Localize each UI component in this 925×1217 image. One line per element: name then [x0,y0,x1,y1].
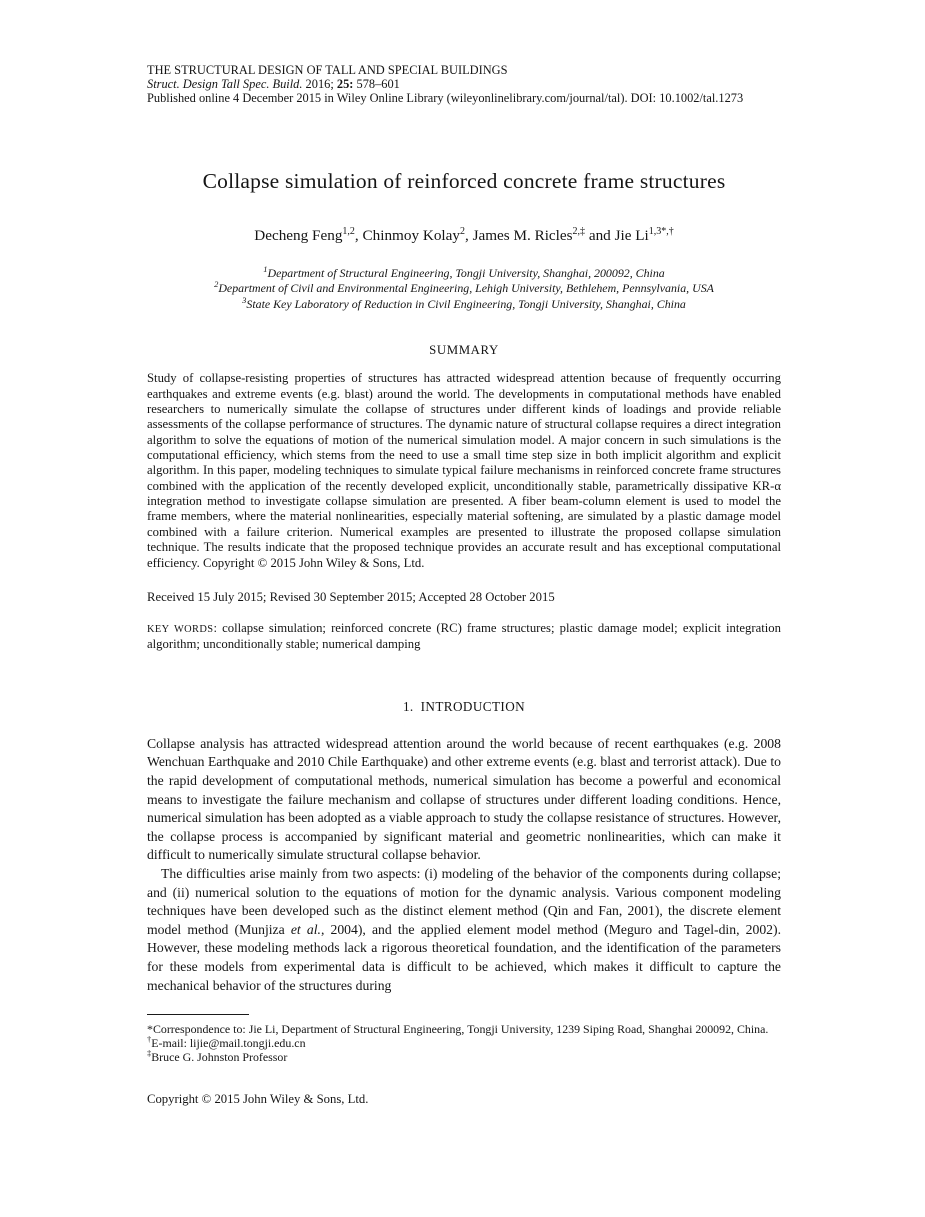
affiliation-line [147,294,781,313]
section-heading-introduction: 1. INTRODUCTION [402,698,526,714]
intro-paragraph-2 [147,865,781,995]
journal-name: THE STRUCTURAL DESIGN OF TALL AND SPECIAL BUILDINGS [147,63,508,77]
author-name: , Chinmoy Kolay [354,226,460,244]
published-online-line: Published online 4 December 2015 in Wiley Online Library (wileyonlinelibrary.com/journal/tal). DOI: 10.1002/tal.1273 [147,91,744,106]
footnote-professor-text: Bruce G. Johnston Professor [151,1050,288,1065]
summary-heading: SUMMARY [429,343,499,358]
affiliation-superscript: 1 [263,263,268,274]
citation-pages: 578–601 [353,77,400,92]
page-content-column [147,0,781,1106]
author-superscript: 1,2 [342,225,355,237]
authors-line [147,226,781,245]
citation-volume: 25: [336,77,354,92]
et-al-italic: et al. [290,921,321,937]
affiliation-line [147,263,781,282]
paragraph-text: , 2004), and the applied element model method (Meguro and Tagel-din, 2002). However, these modeling methods lack a rigorous theoretical foundation, and the identification of the parameters for these models from experimental data is difficult to be achieved, which makes it difficult to capture the mechanical behavior of the structures during [147,921,781,993]
author-name: Decheng Feng [254,226,343,244]
affiliations-block [147,263,781,313]
dagger-marker: † [147,1034,152,1045]
affiliation-text: State Key Laboratory of Reduction in Civil Engineering, Tongji University, Shanghai, China [246,296,686,311]
received-revised-accepted-line: Received 15 July 2015; Revised 30 September 2015; Accepted 28 October 2015 [147,589,555,604]
intro-paragraph-1: Collapse analysis has attracted widespread attention around the world because of recent earthquakes (e.g. 2008 Wenchuan Earthquake and 2010 Chile Earthquake) and other extreme events (e.g. blast and terrorist attack). Due to the rapid development of computational methods, numerical simulation has become a powerful and economical means to investigate the failure mechanism and collapse of structures under different loading conditions. Hence, numerical simulation has been adopted as a viable approach to study the collapse resistance of structures. However, the collapse process is accompanied by significant material and geometric nonlinearities, which can make it difficult to numerically simulate structural collapse behavior. [147,735,781,863]
footnote-correspondence: *Correspondence to: Jie Li, Department of Structural Engineering, Tongji University, 1239 Siping Road, Shanghai 200092, China. [147,1022,769,1037]
footnote-divider [147,1014,249,1015]
author-superscript: 1,3*,† [648,225,674,237]
keywords-line [147,621,781,653]
citation-journal-abbrev: Struct. Design Tall Spec. Build. [147,77,303,92]
author-superscript: 2 [459,225,465,237]
author-name: and Jie Li [585,226,649,244]
affiliation-text: Department of Structural Engineering, Tongji University, Shanghai, 200092, China [267,265,665,280]
paragraph-text: The difficulties arise mainly from two aspects: (i) modeling of the behavior of the components during collapse; and (ii) numerical solution to the equations of motion for the dynamic analysis. Various component modeling techniques have been developed such as the distinct element method (Qin and Fan, 2001), the discrete element model method (Munjiza [147,866,781,937]
footnote-email [147,1036,781,1050]
author-superscript: 2,‡ [572,225,586,237]
footnote-professor [147,1050,781,1064]
journal-citation [147,77,781,91]
keywords-label: KEY WORDS [147,623,214,635]
article-title: Collapse simulation of reinforced concrete frame structures [202,168,726,193]
affiliation-superscript: 2 [214,279,219,290]
affiliation-superscript: 3 [242,294,247,305]
abstract-text: Study of collapse-resisting properties of structures has attracted widespread attention because of frequently occurring earthquakes and extreme events (e.g. blast) around the world. The developments in computational methods have enabled researchers to numerically simulate the collapse of structures under different kinds of loadings and provide reliable assessments of the collapse performance of structures. The dynamic nature of structural collapse requires a direct integration algorithm to solve the equations of motion of the numerical simulation model. A major concern in such simulations is the computational efficiency, which stems from the need to use a small time step size in both implicit algorithm and explicit algorithm. In this paper, modeling techniques to simulate typical failure mechanisms in reinforced concrete frame structures combined with the application of the recently developed explicit, unconditionally stable, parametrically dissipative KR-α integration method to investigate collapse simulation are presented. A fiber beam-column element is used to model the frame members, where the material nonlinearities, especially material softening, are simulated by a plastic damage model combined with a failure criterion. Numerical examples are presented to illustrate the proposed collapse simulation technique. The results indicate that the proposed technique provides an accurate result and has exceptional computational efficiency. Copyright © 2015 John Wiley & Sons, Ltd. [147,371,781,570]
double-dagger-marker: ‡ [147,1048,152,1059]
footnote-email-text: E-mail: lijie@mail.tongji.edu.cn [151,1036,306,1051]
affiliation-text: Department of Civil and Environmental Engineering, Lehigh University, Bethlehem, Pennsylvania, USA [218,281,714,296]
journal-header [147,63,781,106]
copyright-line: Copyright © 2015 John Wiley & Sons, Ltd. [147,1092,369,1107]
footnotes-block [147,1022,781,1064]
keywords-separator: : [213,620,223,635]
author-name: , James M. Ricles [464,226,573,244]
citation-year: 2016; [302,77,337,92]
keywords-text: collapse simulation; reinforced concrete (RC) frame structures; plastic damage model; explicit integration algorithm; unconditionally stable; numerical damping [147,620,781,652]
